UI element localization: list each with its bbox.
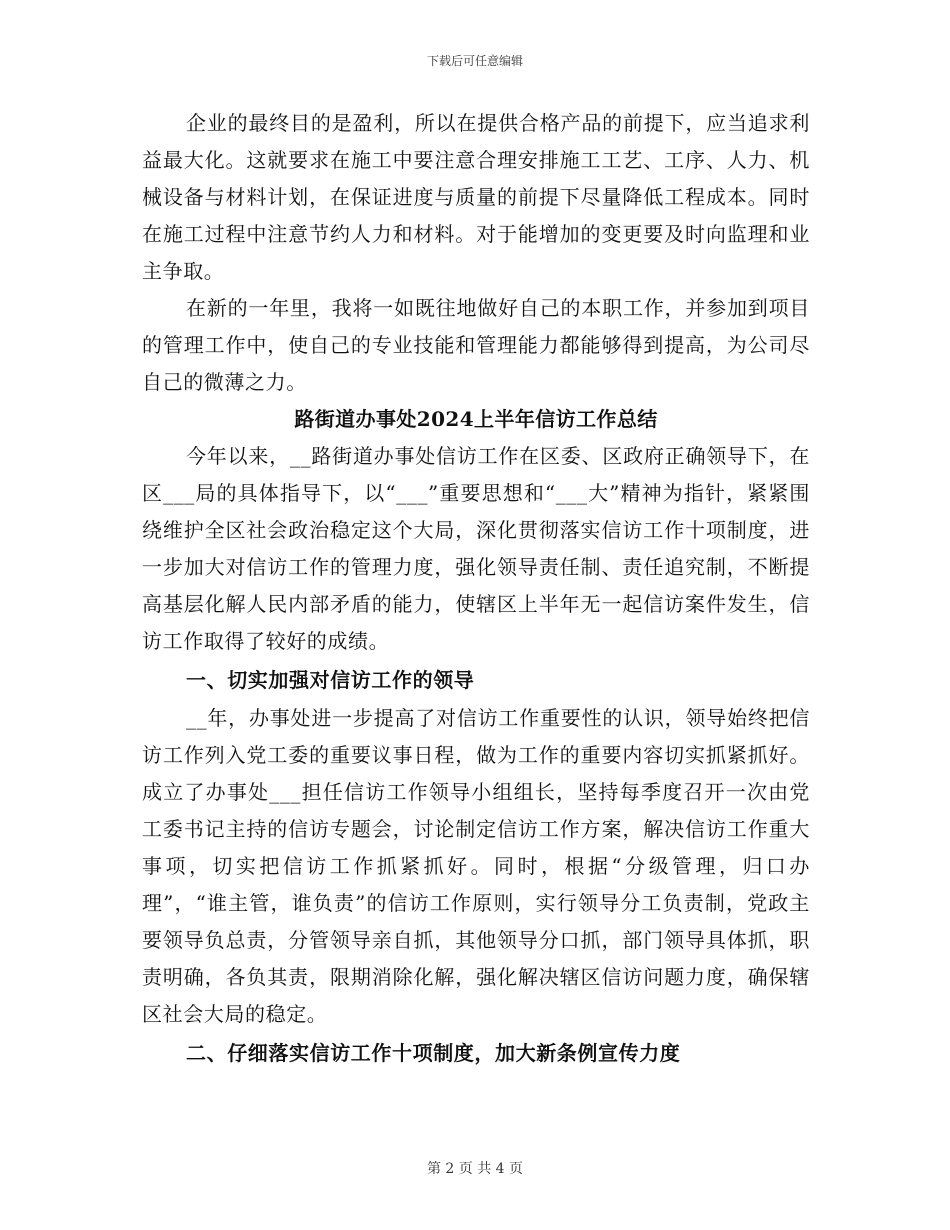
section-heading-2: 二、仔细落实信访工作十项制度，加大新条例宣传力度 <box>186 1041 681 1065</box>
paragraph-new-year-plan: 在新的一年里，我将一如既往地做好自己的本职工作，并参加到项目的管理工作中，使自己的专业技能和管理能力都能够得到提高，为公司尽自己的微薄之力。 <box>142 296 810 394</box>
document-body <box>142 105 810 1073</box>
paragraph-leadership: __年，办事处进一步提高了对信访工作重要性的认识，领导始终把信访工作列入党工委的重要议事日程，做为工作的重要内容切实抓紧抓好。成立了办事处___担任信访工作领导小组组长，坚持每季度召开一次由党工委书记主持的信访专题会，讨论制定信访工作方案，解决信访工作重大事项，切实把信访工作抓紧抓好。同时，根据“分级管理，归口办理”，“谁主管，谁负责”的信访工作原则，实行领导分工负责制，党政主要领导负总责，分管领导亲自抓，其他领导分口抓，部门领导具体抓，职责明确，各负其责，限期消除化解，强化解决辖区信访问题力度，确保辖区社会大局的稳定。 <box>142 706 810 1026</box>
page-number: 第 2 页 共 4 页 <box>426 1161 524 1177</box>
paragraph-intro: 今年以来，__路街道办事处信访工作在区委、区政府正确领导下，在区___局的具体指导下，以“___”重要思想和“___大”精神为指针，紧紧围绕维护全区社会政治稳定这个大局，深化贯彻落实信访工作十项制度，进一步加大对信访工作的管理力度，强化领导责任制、责任追究制，不断提高基层化解人民内部矛盾的能力，使辖区上半年无一起信访案件发生，信访工作取得了较好的成绩。 <box>142 444 810 653</box>
paragraph-profit-goal: 企业的最终目的是盈利，所以在提供合格产品的前提下，应当追求利益最大化。这就要求在施工中要注意合理安排施工工艺、工序、人力、机械设备与材料计划，在保证进度与质量的前提下尽量降低工程成本。同时在施工过程中注意节约人力和材料。对于能增加的变更要及时向监理和业主争取。 <box>142 111 810 283</box>
section-heading-1: 一、切实加强对信访工作的领导 <box>186 668 475 692</box>
document-title: 路街道办事处2024上半年信访工作总结 <box>294 407 658 431</box>
page-header: 下载后可任意编辑 <box>426 54 523 68</box>
